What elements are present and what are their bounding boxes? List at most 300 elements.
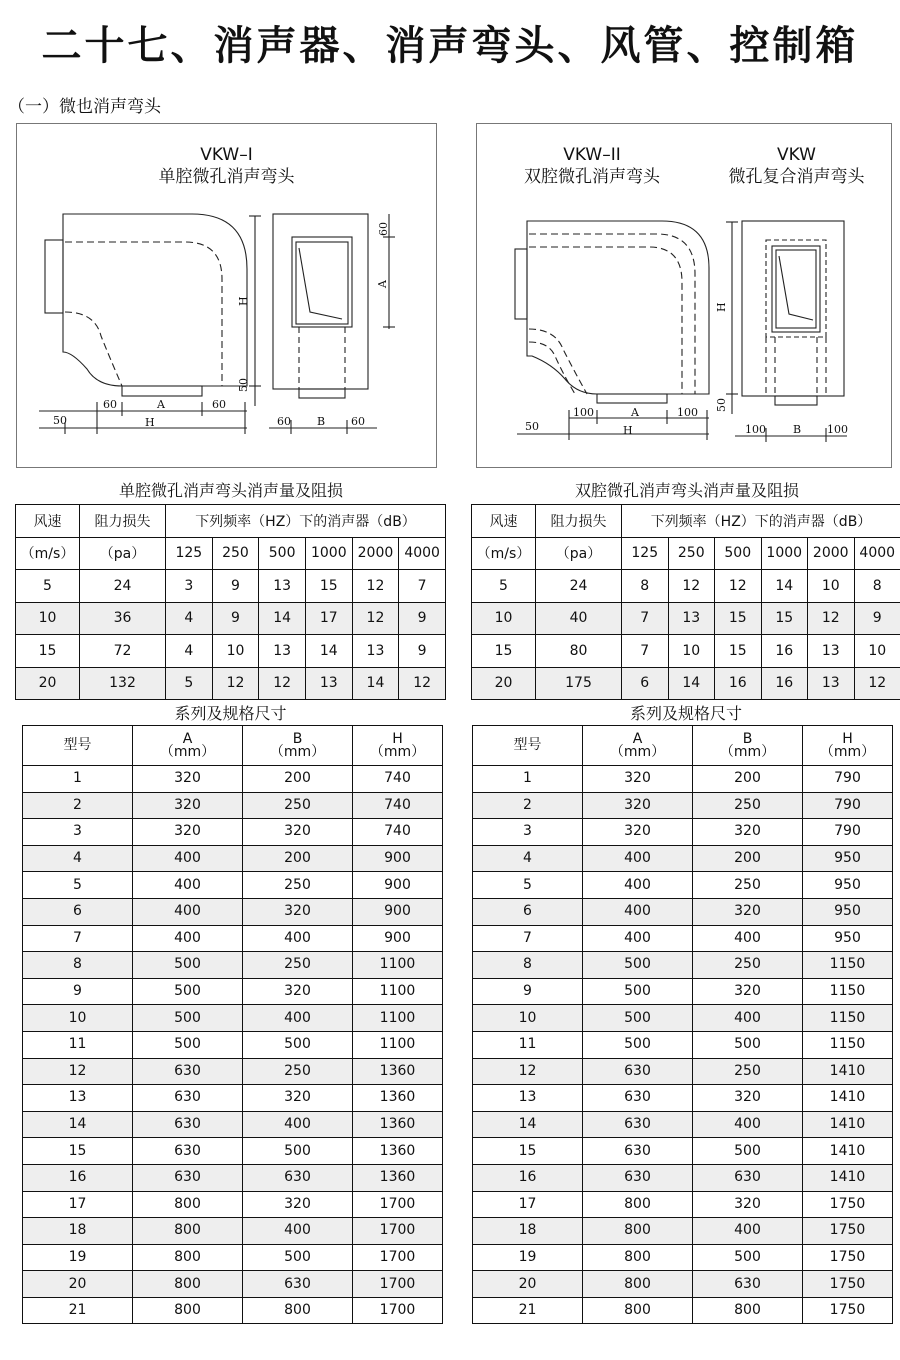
table-row [23,1085,443,1112]
table-cell: 20 [16,667,80,700]
table-cell: 21 [23,1297,133,1324]
table-cell: 630 [693,1271,803,1298]
table-cell: 500 [243,1244,353,1271]
table-cell: 6 [622,667,669,700]
table-cell: 13 [352,635,399,668]
dim-right-h-b [693,726,803,766]
table-cell: 200 [243,845,353,872]
table-row [473,845,893,872]
table-cell: 400 [693,1218,803,1245]
table-cell: 12 [212,667,259,700]
table-cell: 1100 [353,1031,443,1058]
table-cell: 10 [23,1005,133,1032]
table-cell: 320 [693,978,803,1005]
table-cell: 1750 [803,1271,893,1298]
table-cell: 800 [583,1244,693,1271]
table-cell: 400 [133,925,243,952]
table-cell: 320 [693,819,803,846]
table-cell: 1150 [803,1031,893,1058]
table-cell: 1360 [353,1164,443,1191]
table-cell: 630 [583,1138,693,1165]
perf-left-h-speed: 风速 [16,505,80,538]
table-row [473,792,893,819]
table-cell: 790 [803,792,893,819]
table-cell: 800 [133,1218,243,1245]
dim-right-100a: 100 [573,406,594,419]
perf-left-unit: （pa） [80,537,166,570]
table-cell: 800 [583,1191,693,1218]
table-cell: 630 [243,1271,353,1298]
table-cell: 1100 [353,1005,443,1032]
table-cell: 790 [803,766,893,793]
dim-left-H: H [145,416,155,429]
table-cell: 16 [715,667,762,700]
table-cell: 1410 [803,1085,893,1112]
table-cell: 630 [583,1164,693,1191]
table-row [473,1058,893,1085]
table-cell: 1360 [353,1058,443,1085]
perf-right-caption: 双腔微孔消声弯头消声量及阻损 [574,481,799,500]
table-cell: 800 [133,1191,243,1218]
perf-right-freq: 4000 [854,537,900,570]
table-cell: 21 [473,1297,583,1324]
table-cell: 36 [80,602,166,635]
table-cell: 5 [16,570,80,603]
table-cell: 250 [243,872,353,899]
table-cell: 7 [23,925,133,952]
table-cell: 12 [352,570,399,603]
table-cell: 24 [80,570,166,603]
dim-left-h-model: 型号 [23,726,133,766]
col-unit: （mm） [269,743,326,760]
dim-left-50b: 50 [237,378,250,392]
dim-left-b60b: 60 [351,415,365,428]
dim-right-h-h [803,726,893,766]
table-cell: 320 [243,898,353,925]
table-cell: 400 [583,925,693,952]
table-cell: 15 [715,602,762,635]
table-cell: 1750 [803,1218,893,1245]
table-row [473,1271,893,1298]
table-cell: 630 [133,1058,243,1085]
table-cell: 14 [668,667,715,700]
table-cell: 17 [473,1191,583,1218]
dim-right-b100b: 100 [827,423,848,436]
table-row [473,1244,893,1271]
table-cell: 1100 [353,952,443,979]
table-cell: 320 [243,1085,353,1112]
table-row [473,1085,893,1112]
table-cell: 200 [243,766,353,793]
table-cell: 400 [243,1111,353,1138]
table-cell: 16 [473,1164,583,1191]
table-cell: 1100 [353,978,443,1005]
table-cell: 18 [473,1218,583,1245]
table-cell: 10 [808,570,855,603]
diagram-right [476,123,892,468]
table-row [473,1297,893,1324]
table-row [473,1111,893,1138]
table-row [472,602,900,635]
table-cell: 15 [715,635,762,668]
table-row [23,1111,443,1138]
table-cell: 800 [133,1271,243,1298]
table-cell: 10 [16,602,80,635]
dim-right-h-a [583,726,693,766]
dim-left-h-b [243,726,353,766]
diagram-right-model2: VKW [777,145,816,165]
table-cell: 10 [854,635,900,668]
table-cell: 3 [473,819,583,846]
table-cell: 500 [583,978,693,1005]
perf-left-h-loss: 阻力损失 [80,505,166,538]
table-cell: 9 [399,635,446,668]
table-cell: 1410 [803,1111,893,1138]
table-cell: 1750 [803,1244,893,1271]
table-row [23,898,443,925]
table-cell: 250 [243,792,353,819]
table-cell: 19 [473,1244,583,1271]
col-a-label: A [632,730,643,747]
table-cell: 13 [305,667,352,700]
table-cell: 320 [583,792,693,819]
table-row [16,635,446,668]
dim-right-h-model: 型号 [473,726,583,766]
table-cell: 10 [473,1005,583,1032]
table-cell: 500 [693,1244,803,1271]
table-cell: 15 [16,635,80,668]
col-unit: （mm） [719,743,776,760]
table-row [472,635,900,668]
table-cell: 19 [23,1244,133,1271]
table-cell: 7 [622,602,669,635]
table-row [23,1138,443,1165]
perf-right-h-loss: 阻力损失 [536,505,622,538]
table-cell: 200 [693,845,803,872]
table-cell: 4 [23,845,133,872]
dim-left-b60a: 60 [277,415,291,428]
col-a-label: A [182,730,193,747]
table-cell: 12 [352,602,399,635]
perf-right-freq: 2000 [808,537,855,570]
col-h-label: H [842,730,853,747]
table-cell: 400 [693,1005,803,1032]
table-cell: 320 [693,1085,803,1112]
table-cell: 6 [23,898,133,925]
perf-right-freq: 1000 [761,537,808,570]
table-cell: 16 [23,1164,133,1191]
table-cell: 250 [693,952,803,979]
diagram-left-model: VKW–I [200,145,253,165]
table-row [473,898,893,925]
table-cell: 950 [803,898,893,925]
table-cell: 5 [472,570,536,603]
table-cell: 320 [693,898,803,925]
dim-right-r50: 50 [715,398,728,412]
table-cell: 400 [133,898,243,925]
perf-left-unit: （m/s） [16,537,80,570]
table-cell: 9 [473,978,583,1005]
table-row [473,1138,893,1165]
table-cell: 740 [353,792,443,819]
perf-left-h-freq: 下列频率（HZ）下的消声器（dB） [166,505,446,538]
table-cell: 5 [166,667,213,700]
table-cell: 13 [259,570,306,603]
table-cell: 320 [583,766,693,793]
table-cell: 740 [353,766,443,793]
dim-left-h-a [133,726,243,766]
table-cell: 6 [473,898,583,925]
table-cell: 13 [473,1085,583,1112]
table-cell: 14 [305,635,352,668]
table-cell: 14 [23,1111,133,1138]
table-cell: 132 [80,667,166,700]
table-cell: 500 [133,1005,243,1032]
perf-left-freq: 125 [166,537,213,570]
dim-right-caption: 系列及规格尺寸 [629,704,742,723]
diagram-left [16,123,437,468]
table-cell: 4 [166,635,213,668]
table-row [473,819,893,846]
table-row [23,1191,443,1218]
table-cell: 12 [808,602,855,635]
table-cell: 800 [133,1297,243,1324]
table-row [23,978,443,1005]
table-cell: 320 [693,1191,803,1218]
table-row [23,872,443,899]
table-row [23,1271,443,1298]
table-cell: 800 [693,1297,803,1324]
table-cell: 12 [259,667,306,700]
perf-left-freq: 500 [259,537,306,570]
col-b-label: B [742,730,753,747]
dim-left-caption: 系列及规格尺寸 [174,704,287,723]
table-cell: 400 [133,872,243,899]
table-row [23,1058,443,1085]
table-cell: 2 [473,792,583,819]
table-cell: 400 [583,872,693,899]
table-cell: 630 [583,1058,693,1085]
table-cell: 320 [243,978,353,1005]
perf-right-h-speed: 风速 [472,505,536,538]
col-h-label: H [392,730,403,747]
table-cell: 1360 [353,1085,443,1112]
table-cell: 72 [80,635,166,668]
table-row [16,570,446,603]
table-cell: 3 [23,819,133,846]
dim-right-A: A [631,406,639,419]
page-title: 二十七、消声器、消声弯头、风管、控制箱 [41,23,859,69]
table-row [473,1005,893,1032]
dim-left-60a: 60 [103,398,117,411]
table-cell: 40 [536,602,622,635]
dim-right-b100a: 100 [745,423,766,436]
table-cell: 500 [693,1031,803,1058]
table-row [473,1164,893,1191]
section-subtitle: （一）微也消声弯头 [8,97,161,117]
perf-left-freq: 2000 [352,537,399,570]
table-cell: 320 [133,792,243,819]
perf-right-freq: 250 [668,537,715,570]
table-row [23,1297,443,1324]
table-row [473,766,893,793]
table-cell: 200 [693,766,803,793]
perf-right-unit: （pa） [536,537,622,570]
table-cell: 14 [352,667,399,700]
table-row [23,1164,443,1191]
perf-left-freq: 250 [212,537,259,570]
table-cell: 9 [212,602,259,635]
table-cell: 8 [854,570,900,603]
table-cell: 9 [23,978,133,1005]
table-cell: 12 [668,570,715,603]
table-cell: 800 [243,1297,353,1324]
table-cell: 16 [761,667,808,700]
perf-left-freq: 1000 [305,537,352,570]
table-row [16,667,446,700]
table-cell: 1410 [803,1164,893,1191]
table-row [23,792,443,819]
table-row [23,925,443,952]
table-cell: 1150 [803,1005,893,1032]
table-cell: 15 [761,602,808,635]
table-cell: 12 [399,667,446,700]
table-cell: 15 [473,1138,583,1165]
table-cell: 900 [353,845,443,872]
col-unit: （mm） [369,743,426,760]
dim-left-60b: 60 [212,398,226,411]
table-cell: 10 [472,602,536,635]
table-cell: 500 [243,1138,353,1165]
table-row [23,1031,443,1058]
table-cell: 4 [473,845,583,872]
dim-left-r60: 60 [377,222,390,236]
table-row [472,667,900,700]
table-cell: 500 [133,952,243,979]
table-cell: 14 [761,570,808,603]
diagram-left-name: 单腔微孔消声弯头 [158,167,295,187]
table-cell: 17 [305,602,352,635]
table-row [23,952,443,979]
table-row [23,819,443,846]
table-cell: 14 [259,602,306,635]
table-cell: 250 [693,1058,803,1085]
dim-left-A: A [157,398,165,411]
table-cell: 3 [166,570,213,603]
diagram-right-drawing [477,124,891,467]
table-cell: 500 [693,1138,803,1165]
table-cell: 14 [473,1111,583,1138]
table-cell: 630 [583,1085,693,1112]
table-cell: 800 [583,1297,693,1324]
table-cell: 1700 [353,1218,443,1245]
table-cell: 400 [583,845,693,872]
table-cell: 500 [243,1031,353,1058]
table-cell: 1410 [803,1058,893,1085]
table-cell: 250 [693,792,803,819]
table-cell: 1700 [353,1271,443,1298]
dim-left-rA: A [376,280,389,288]
table-cell: 1750 [803,1191,893,1218]
table-cell: 8 [473,952,583,979]
table-cell: 950 [803,845,893,872]
table-cell: 500 [583,952,693,979]
table-cell: 800 [583,1271,693,1298]
table-cell: 1360 [353,1111,443,1138]
table-cell: 900 [353,898,443,925]
dim-right-rH: H [715,302,728,312]
table-cell: 250 [243,1058,353,1085]
table-cell: 1700 [353,1244,443,1271]
table-cell: 16 [761,635,808,668]
diagram-right-name2: 微孔复合消声弯头 [728,167,865,187]
table-cell: 1700 [353,1297,443,1324]
dim-right-100b: 100 [677,406,698,419]
table-cell: 320 [133,766,243,793]
table-cell: 10 [212,635,259,668]
table-row [472,570,900,603]
table-cell: 13 [668,602,715,635]
table-cell: 13 [23,1085,133,1112]
table-cell: 1360 [353,1138,443,1165]
table-cell: 400 [693,925,803,952]
table-cell: 11 [473,1031,583,1058]
perf-right-h-freq: 下列频率（HZ）下的消声器（dB） [622,505,900,538]
dim-right-bB: B [793,423,802,436]
table-cell: 500 [583,1005,693,1032]
table-cell: 630 [133,1138,243,1165]
table-cell: 800 [133,1244,243,1271]
perf-right-freq: 500 [715,537,762,570]
table-cell: 400 [693,1111,803,1138]
perf-left-caption: 单腔微孔消声弯头消声量及阻损 [118,481,343,500]
table-cell: 250 [243,952,353,979]
table-cell: 18 [23,1218,133,1245]
col-unit: （mm） [159,743,216,760]
table-cell: 1410 [803,1138,893,1165]
table-row [23,1005,443,1032]
table-cell: 11 [23,1031,133,1058]
table-cell: 400 [243,925,353,952]
table-cell: 500 [583,1031,693,1058]
table-cell: 630 [693,1164,803,1191]
dim-right-table [472,725,893,1324]
table-cell: 13 [808,635,855,668]
table-cell: 800 [583,1218,693,1245]
table-row [473,925,893,952]
table-cell: 8 [23,952,133,979]
table-row [23,845,443,872]
table-cell: 630 [133,1164,243,1191]
table-cell: 400 [133,845,243,872]
table-cell: 20 [23,1271,133,1298]
dim-left-table [22,725,443,1324]
table-cell: 9 [212,570,259,603]
table-cell: 500 [133,1031,243,1058]
table-row [473,978,893,1005]
table-cell: 630 [243,1164,353,1191]
table-cell: 400 [243,1005,353,1032]
perf-right-table [471,504,900,700]
table-cell: 1150 [803,978,893,1005]
table-cell: 320 [243,1191,353,1218]
table-cell: 320 [243,819,353,846]
table-cell: 900 [353,925,443,952]
diagram-right-model1: VKW–II [563,145,621,165]
table-cell: 7 [399,570,446,603]
table-cell: 80 [536,635,622,668]
table-cell: 1 [23,766,133,793]
